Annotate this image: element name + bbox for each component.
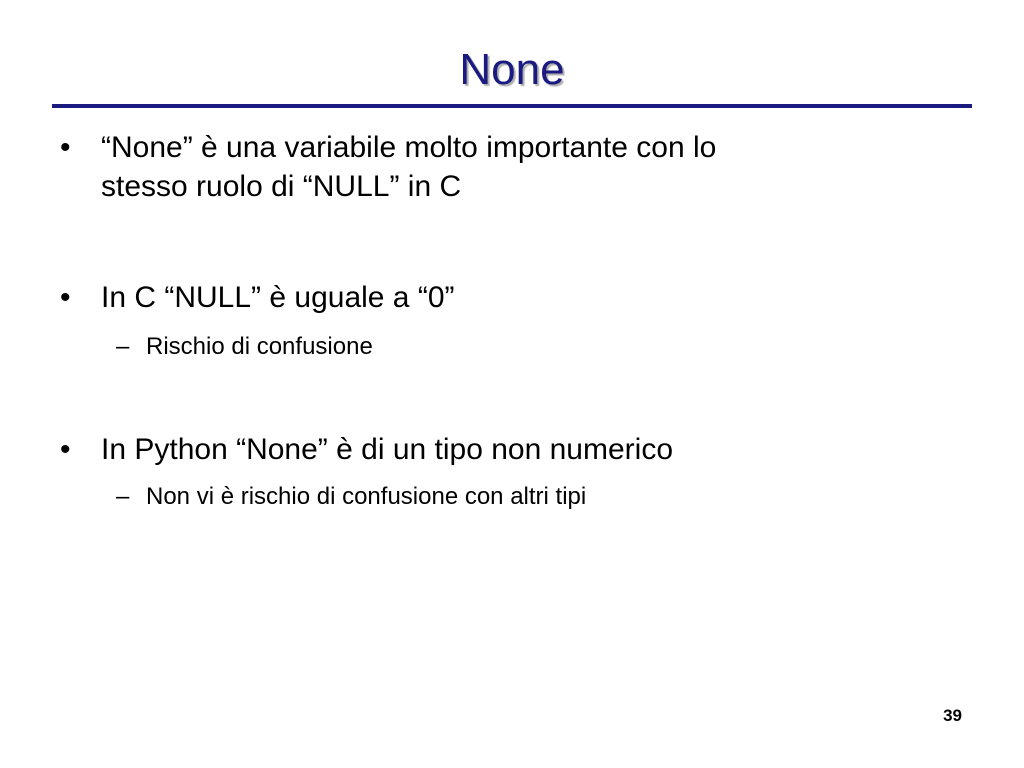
- bullet-text: “None” è una variabile molto importante con lo stesso ruolo di “NULL” in C: [101, 131, 717, 203]
- slide-title: None: [459, 45, 565, 94]
- bullet-text: In Python “None” è di un tipo non numerico: [101, 433, 674, 466]
- bullet-marker: •: [60, 281, 71, 314]
- bullet-marker: •: [60, 131, 71, 164]
- sub-bullet-marker: –: [116, 483, 130, 510]
- page-number: 39: [943, 706, 962, 725]
- sub-bullet-text: Rischio di confusione: [146, 333, 373, 360]
- sub-bullet-text: Non vi è rischio di confusione con altri tipi: [146, 483, 587, 510]
- sub-bullet-marker: –: [116, 333, 130, 360]
- bullet-text: In C “NULL” è uguale a “0”: [101, 281, 455, 314]
- bullet-marker: •: [60, 433, 71, 466]
